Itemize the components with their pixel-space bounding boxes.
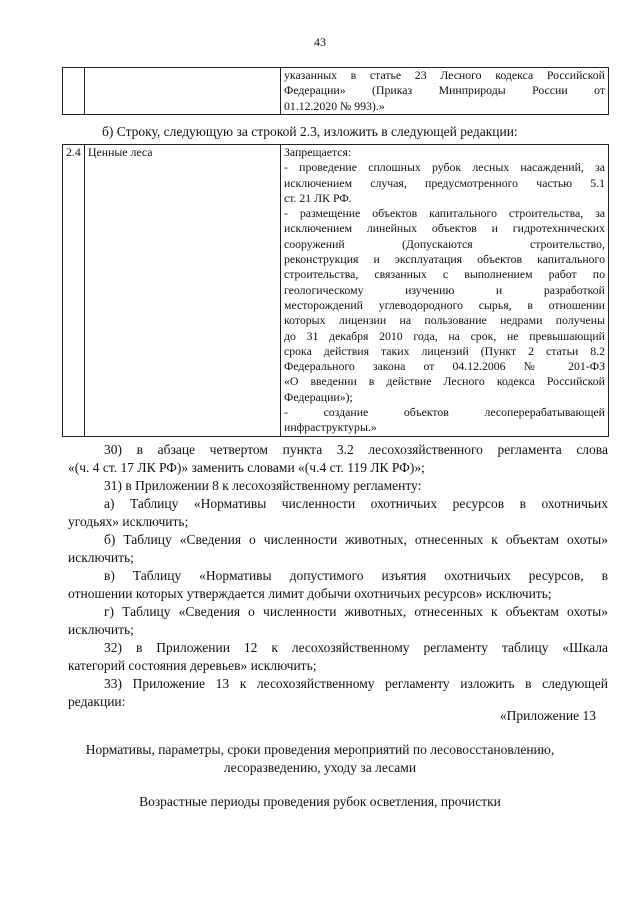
cell-line: Федерального закона от 04.12.2006 № 201-ФЗ xyxy=(284,359,605,374)
restrictions-cell xyxy=(281,145,609,437)
instruction-b: б) Строку, следующую за строкой 2.3, изложить в следующей редакции: xyxy=(102,124,518,139)
cell-line: срока действия таких лицензий (Пункт 2 статьи 8.2 xyxy=(284,343,605,358)
row-number-cell: 2.4 xyxy=(63,145,85,437)
paragraph-line: б) Таблицу «Сведения о численности животных, отнесенных к объектам охоты» xyxy=(104,532,608,547)
paragraph-line: исключить; xyxy=(68,550,134,565)
cell-line: «О введении в действие Лесного кодекса Российской xyxy=(284,374,605,389)
page-number: 43 xyxy=(314,35,326,49)
cell-line: реконструкция и эксплуатация объектов капитального xyxy=(284,252,605,267)
paragraph-line: угодьях» исключить; xyxy=(68,514,189,529)
paragraph-line: исключить; xyxy=(68,622,134,637)
section-subtitle: Возрастные периоды проведения рубок осветления, прочистки xyxy=(139,794,501,809)
appendix-reference: «Приложение 13 xyxy=(499,708,596,723)
paragraph-line: «(ч. 4 ст. 17 ЛК РФ)» заменить словами «(ч.4 ст. 119 ЛК РФ)»; xyxy=(68,460,425,475)
new-row-table xyxy=(62,144,609,437)
cell-line: ст. 21 ЛК РФ. xyxy=(284,190,352,205)
title-line: Нормативы, параметры, сроки проведения мероприятий по лесовосстановлению, xyxy=(85,742,555,757)
cell-line: до 31 декабря 2010 года, на срок, не превышающий xyxy=(284,328,605,343)
paragraph-line: 30) в абзаце четвертом пункта 3.2 лесохозяйственного регламента слова xyxy=(104,442,608,457)
cell-line: сооружений (Допускаются строительство, xyxy=(284,236,605,251)
cell-line: - проведение сплошных рубок лесных насаждений, за xyxy=(284,160,605,175)
cell-line: инфраструктуры.» xyxy=(284,420,377,435)
table-row xyxy=(63,145,609,437)
cell-line: - создание объектов лесоперерабатывающей xyxy=(284,405,605,420)
cell-line: геологическому изучению и разработкой xyxy=(284,282,605,297)
paragraph-line: в) Таблицу «Нормативы допустимого изъятия охотничьих ресурсов, в xyxy=(104,568,608,583)
paragraph-line: отношении которых утверждается лимит добычи охотничьих ресурсов» исключить; xyxy=(68,586,552,601)
cell-line: исключением линейных объектов и гидротехнических xyxy=(284,221,605,236)
continuation-table xyxy=(62,67,609,115)
paragraph-line: 32) в Приложении 12 к лесохозяйственному регламенту таблицу «Шкала xyxy=(104,640,608,655)
cell-line: которых лицензии на пользование недрами получены xyxy=(284,313,605,328)
restrictions-cell xyxy=(281,68,609,115)
paragraph-line: 31) в Приложении 8 к лесохозяйственному регламенту: xyxy=(104,478,422,493)
paragraph-line: а) Таблицу «Нормативы численности охотничьих ресурсов в охотничьих xyxy=(104,496,608,511)
cell-line: строительства, связанных с выполнением работ по xyxy=(284,267,605,282)
title-line: лесоразведению, уходу за лесами xyxy=(223,760,417,775)
cell-line: Федерации»); xyxy=(284,389,353,404)
category-cell: Ценные леса xyxy=(85,145,281,437)
cell-line: Федерации» (Приказ Минприроды России от xyxy=(284,83,605,98)
cell-line: 01.12.2020 № 993).» xyxy=(284,98,385,113)
paragraph-line: редакции: xyxy=(68,694,126,709)
paragraph-line: категорий состояния деревьев» исключить; xyxy=(68,658,317,673)
cell-line: исключением случая, предусмотренного частью 5.1 xyxy=(284,175,605,190)
cell-line: - размещение объектов капитального строительства, за xyxy=(284,206,605,221)
paragraph-line: г) Таблицу «Сведения о численности животных, отнесенных к объектам охоты» xyxy=(104,604,608,619)
cell-line: Запрещается: xyxy=(284,145,352,159)
section-title xyxy=(0,741,640,777)
cell-line: указанных в статье 23 Лесного кодекса Российской xyxy=(284,68,605,82)
table-row xyxy=(63,68,609,115)
paragraph-line: 33) Приложение 13 к лесохозяйственному регламенту изложить в следующей xyxy=(104,676,608,691)
row-number-cell xyxy=(63,68,85,115)
amendment-list xyxy=(68,441,608,711)
cell-line: месторождений углеводородного сырья, в отношении xyxy=(284,297,605,312)
category-cell xyxy=(85,68,281,115)
